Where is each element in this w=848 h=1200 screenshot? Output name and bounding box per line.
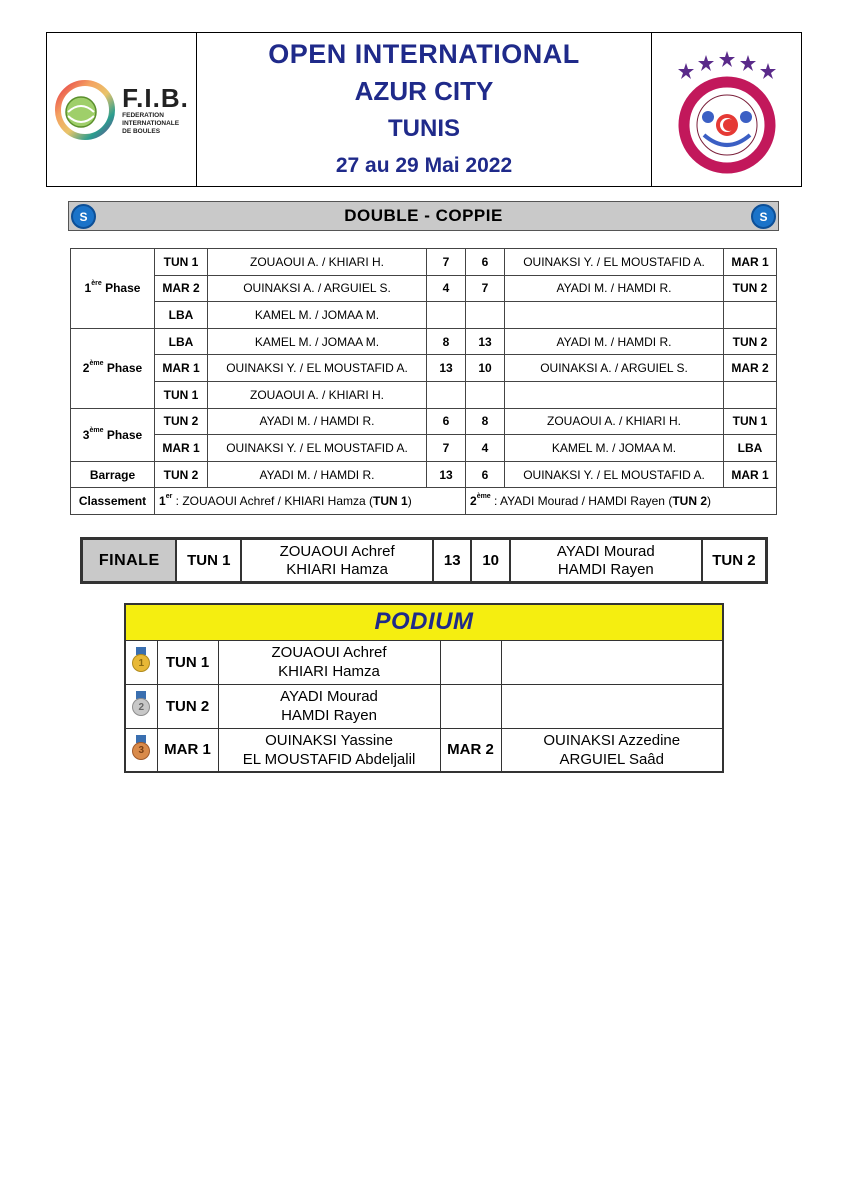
category-title: DOUBLE - COPPIE — [344, 206, 503, 225]
team-code — [724, 302, 777, 329]
team-code: MAR 1 — [157, 728, 218, 772]
table-row — [125, 640, 723, 684]
team-code — [440, 640, 501, 684]
table-row — [71, 249, 777, 276]
phase-label: 1ère Phase — [71, 249, 155, 329]
score: 13 — [427, 461, 466, 488]
team-code: TUN 2 — [702, 539, 767, 583]
team-names: AYADI Mourad HAMDI Rayen — [218, 684, 440, 728]
team-names: ZOUAOUI Achref KHIARI Hamza — [241, 539, 433, 583]
classement-first: 1er : ZOUAOUI Achref / KHIARI Hamza (TUN 1) — [155, 488, 466, 515]
finale-label: FINALE — [82, 539, 177, 583]
team-code — [724, 381, 777, 408]
table-row — [71, 488, 777, 515]
team-code: LBA — [155, 302, 208, 329]
team-code: MAR 2 — [724, 355, 777, 382]
team-code: MAR 2 — [440, 728, 501, 772]
fib-logo-cell — [47, 33, 197, 186]
document-header — [46, 32, 802, 187]
team-code: LBA — [724, 435, 777, 462]
category-banner — [68, 201, 779, 231]
gold-medal-icon: 1 — [125, 640, 157, 684]
team-names: KAMEL M. / JOMAA M. — [208, 328, 427, 355]
table-row — [71, 302, 777, 329]
team-code: TUN 1 — [176, 539, 241, 583]
fib-emblem-icon — [54, 70, 116, 150]
badge-right-icon: S — [751, 204, 776, 229]
table-row — [71, 355, 777, 382]
team-names: OUINAKSI Y. / EL MOUSTAFID A. — [505, 249, 724, 276]
team-code: TUN 2 — [724, 328, 777, 355]
fib-line3: DE BOULES — [122, 127, 161, 135]
team-code: MAR 1 — [155, 355, 208, 382]
classement-second: 2ème : AYADI Mourad / HAMDI Rayen (TUN 2) — [466, 488, 777, 515]
team-names — [505, 302, 724, 329]
finale-table — [80, 537, 768, 584]
team-names: AYADI M. / HAMDI R. — [505, 275, 724, 302]
fib-line1: FEDERATION — [122, 111, 164, 119]
score: 10 — [466, 355, 505, 382]
podium-title-row — [125, 604, 723, 640]
classement-label: Classement — [71, 488, 155, 515]
event-title-line3: TUNIS — [388, 114, 460, 142]
team-names — [501, 640, 723, 684]
team-names: ZOUAOUI A. / KHIARI H. — [505, 408, 724, 435]
team-code: TUN 2 — [155, 408, 208, 435]
results-table — [70, 248, 777, 515]
badge-left-icon: S — [71, 204, 96, 229]
score — [427, 381, 466, 408]
team-names: ZOUAOUI A. / KHIARI H. — [208, 381, 427, 408]
score — [427, 302, 466, 329]
score: 4 — [466, 435, 505, 462]
table-row — [71, 435, 777, 462]
score: 8 — [427, 328, 466, 355]
table-row — [71, 328, 777, 355]
event-title-line2: AZUR CITY — [354, 75, 494, 106]
team-code: MAR 2 — [155, 275, 208, 302]
team-names: OUINAKSI Yassine EL MOUSTAFID Abdeljalil — [218, 728, 440, 772]
team-names: OUINAKSI A. / ARGUIEL S. — [208, 275, 427, 302]
fib-line2: INTERNATIONALE — [122, 119, 180, 127]
score — [466, 381, 505, 408]
team-names: ZOUAOUI Achref KHIARI Hamza — [218, 640, 440, 684]
team-code: MAR 1 — [155, 435, 208, 462]
score: 7 — [466, 275, 505, 302]
team-names: KAMEL M. / JOMAA M. — [208, 302, 427, 329]
team-names: AYADI M. / HAMDI R. — [505, 328, 724, 355]
team-names: OUINAKSI Y. / EL MOUSTAFID A. — [505, 461, 724, 488]
score: 6 — [427, 408, 466, 435]
score — [466, 302, 505, 329]
fib-logo — [54, 70, 189, 150]
team-code: TUN 1 — [724, 408, 777, 435]
score: 13 — [433, 539, 471, 583]
event-title-block — [197, 33, 651, 186]
score: 7 — [427, 249, 466, 276]
score: 8 — [466, 408, 505, 435]
team-names — [505, 381, 724, 408]
team-names: KAMEL M. / JOMAA M. — [505, 435, 724, 462]
bronze-medal-icon: 3 — [125, 728, 157, 772]
table-row — [71, 408, 777, 435]
team-code: TUN 2 — [155, 461, 208, 488]
team-code: MAR 1 — [724, 249, 777, 276]
table-row — [125, 728, 723, 772]
table-row — [125, 684, 723, 728]
table-row — [82, 539, 767, 583]
score: 13 — [427, 355, 466, 382]
team-names — [501, 684, 723, 728]
team-code: TUN 1 — [155, 381, 208, 408]
barrage-label: Barrage — [71, 461, 155, 488]
team-code: TUN 1 — [155, 249, 208, 276]
team-code: TUN 1 — [157, 640, 218, 684]
team-code — [440, 684, 501, 728]
fib-abbr: F.I.B. — [122, 82, 189, 113]
team-names: OUINAKSI Y. / EL MOUSTAFID A. — [208, 435, 427, 462]
event-title-line1: OPEN INTERNATIONAL — [268, 38, 580, 69]
phase-label: 3ème Phase — [71, 408, 155, 461]
team-names: AYADI Mourad HAMDI Rayen — [510, 539, 702, 583]
team-names: OUINAKSI A. / ARGUIEL S. — [505, 355, 724, 382]
score: 6 — [466, 249, 505, 276]
score: 4 — [427, 275, 466, 302]
score: 7 — [427, 435, 466, 462]
ftbp-logo-cell — [651, 33, 801, 186]
podium-title: PODIUM — [125, 604, 723, 640]
team-code: LBA — [155, 328, 208, 355]
silver-medal-icon: 2 — [125, 684, 157, 728]
score: 10 — [471, 539, 509, 583]
team-code: TUN 2 — [724, 275, 777, 302]
team-code: TUN 2 — [157, 684, 218, 728]
team-names: OUINAKSI Y. / EL MOUSTAFID A. — [208, 355, 427, 382]
table-row — [71, 275, 777, 302]
table-row — [71, 381, 777, 408]
score: 6 — [466, 461, 505, 488]
team-code: MAR 1 — [724, 461, 777, 488]
team-names: ZOUAOUI A. / KHIARI H. — [208, 249, 427, 276]
phase-label: 2ème Phase — [71, 328, 155, 408]
score: 13 — [466, 328, 505, 355]
event-dates: 27 au 29 Mai 2022 — [335, 153, 513, 177]
team-names: AYADI M. / HAMDI R. — [208, 461, 427, 488]
team-names: AYADI M. / HAMDI R. — [208, 408, 427, 435]
team-names: OUINAKSI Azzedine ARGUIEL Saâd — [501, 728, 723, 772]
ftbp-emblem-icon — [666, 45, 788, 175]
table-row — [71, 461, 777, 488]
podium-table — [124, 603, 724, 773]
